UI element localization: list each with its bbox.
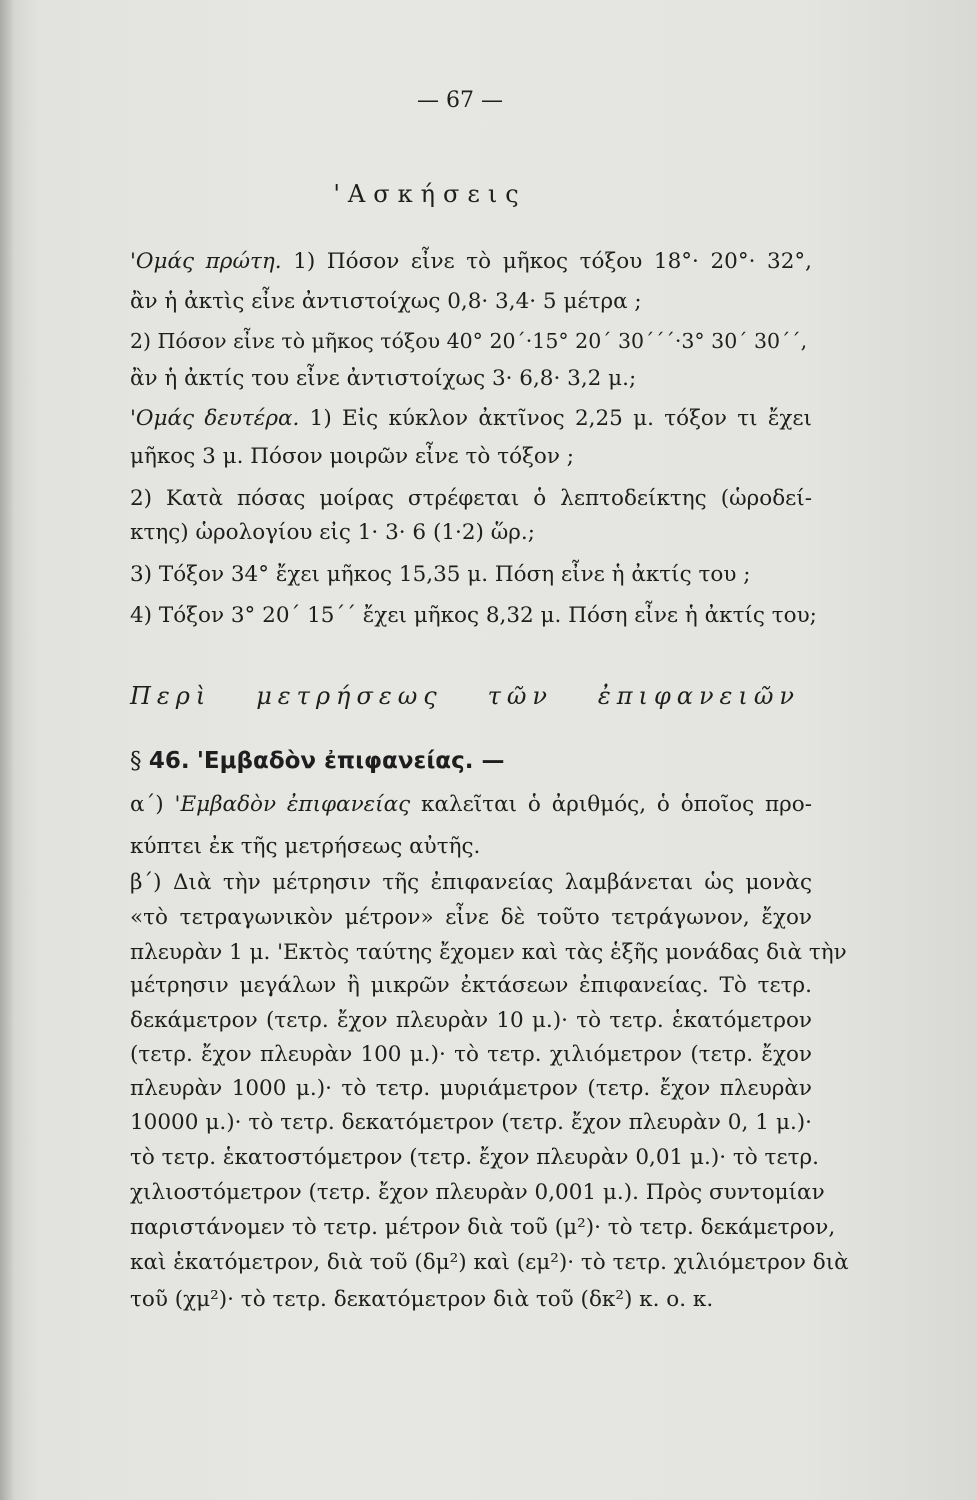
- group2-line1: [130, 404, 812, 434]
- beta-line: καὶ ἑκατόμετρον, διὰ τοῦ (δμ²) καὶ (εμ²)· τὸ τετρ. χιλιόμετρον διὰ: [130, 1250, 849, 1275]
- group2-text1: 1) Εἰς κύκλον ἀκτῖνος 2,25 μ. τόξον τι ἔχει: [309, 406, 812, 431]
- group1-line1: [130, 247, 812, 277]
- group1-text1: 1) Πόσον εἶνε τὸ μῆκος τόξου 18°· 20°· 32°,: [293, 249, 812, 274]
- paragraph-title: 'Εμβαδὸν ἐπιφανείας. —: [196, 748, 505, 774]
- exercises-title: 'Ασκήσεις: [333, 180, 527, 208]
- alpha-line2: κύπτει ἐκ τῆς μετρήσεως αὐτῆς.: [130, 834, 481, 859]
- beta-line: πλευρὰν 1 μ. 'Εκτὸς ταύτης ἔχομεν καὶ τὰς ἑξῆς μονάδας διὰ τὴν: [130, 940, 847, 965]
- section-title: Περὶ μετρήσεως τῶν ἐπιφανειῶν: [130, 682, 800, 710]
- beta-line: πλευρὰν 1000 μ.)· τὸ τετρ. μυριάμετρον (τετρ. ἔχον πλευρὰν: [130, 1076, 812, 1101]
- paragraph-number: 46.: [148, 748, 190, 774]
- beta-line: 10000 μ.)· τὸ τετρ. δεκατόμετρον (τετρ. ἔχον πλευρὰν 0, 1 μ.)·: [130, 1110, 812, 1135]
- beta-line: τοῦ (χμ²)· τὸ τετρ. δεκατόμετρον διὰ τοῦ (δκ²) κ. ο. κ.: [130, 1287, 714, 1312]
- group2-label: 'Ομάς δευτέρα.: [130, 406, 300, 431]
- alpha-line1: [130, 790, 812, 820]
- beta-line: παριστάνομεν τὸ τετρ. μέτρον διὰ τοῦ (μ²)· τὸ τετρ. δεκάμετρον,: [130, 1215, 836, 1240]
- group2-line4: κτης) ὡρολογίου εἰς 1· 3· 6 (1·2) ὥρ.;: [130, 520, 535, 545]
- group2-line2: μῆκος 3 μ. Πόσον μοιρῶν εἶνε τὸ τόξον ;: [130, 444, 574, 469]
- group1-line4: ἂν ἡ ἀκτίς του εἶνε ἀντιστοίχως 3· 6,8· 3,2 μ.;: [130, 366, 637, 391]
- paragraph-46-heading: [130, 748, 504, 774]
- group1-label: 'Ομάς πρώτη.: [130, 249, 282, 274]
- group1-line2: ἂν ἡ ἀκτὶς εἶνε ἀντιστοίχως 0,8· 3,4· 5 μέτρα ;: [130, 289, 642, 314]
- alpha-label: α΄): [130, 792, 164, 817]
- beta-line: μέτρησιν μεγάλων ἢ μικρῶν ἐκτάσεων ἐπιφανείας. Τὸ τετρ.: [130, 973, 812, 998]
- binding-shadow: [0, 0, 14, 1500]
- alpha-term: 'Εμβαδὸν ἐπιφανείας: [174, 792, 411, 817]
- beta-line: δεκάμετρον (τετρ. ἔχον πλευρὰν 10 μ.)· τὸ τετρ. ἑκατόμετρον: [130, 1008, 812, 1033]
- beta-line: β΄) Διὰ τὴν μέτρησιν τῆς ἐπιφανείας λαμβάνεται ὡς μονὰς: [130, 870, 812, 895]
- group2-line6: 4) Τόξον 3° 20΄ 15΄΄ ἔχει μῆκος 8,32 μ. Πόση εἶνε ἡ ἀκτίς του;: [130, 603, 817, 628]
- alpha-text: καλεῖται ὁ ἀριθμός, ὁ ὁποῖος προ-: [421, 792, 812, 817]
- beta-line: χιλιοστόμετρον (τετρ. ἔχον πλευρὰν 0,001 μ.). Πρὸς συντομίαν: [130, 1180, 825, 1205]
- section-symbol: §: [130, 748, 142, 774]
- beta-line: (τετρ. ἔχον πλευρὰν 100 μ.)· τὸ τετρ. χιλιόμετρον (τετρ. ἔχον: [130, 1042, 812, 1067]
- group1-line3: 2) Πόσον εἶνε τὸ μῆκος τόξου 40° 20΄·15° 20΄ 30΄΄΄·3° 30΄ 30΄΄,: [130, 329, 808, 353]
- group2-line3: 2) Κατὰ πόσας μοίρας στρέφεται ὁ λεπτοδείκτης (ὡροδεί-: [130, 486, 812, 511]
- beta-line: τὸ τετρ. ἑκατοστόμετρον (τετρ. ἔχον πλευρὰν 0,01 μ.)· τὸ τετρ.: [130, 1145, 819, 1170]
- group2-line5: 3) Τόξον 34° ἔχει μῆκος 15,35 μ. Πόση εἶνε ἡ ἀκτίς του ;: [130, 562, 751, 587]
- page-number: — 67 —: [417, 88, 503, 113]
- beta-line: «τὸ τετραγωνικὸν μέτρον» εἶνε δὲ τοῦτο τετράγωνον, ἔχον: [130, 905, 812, 930]
